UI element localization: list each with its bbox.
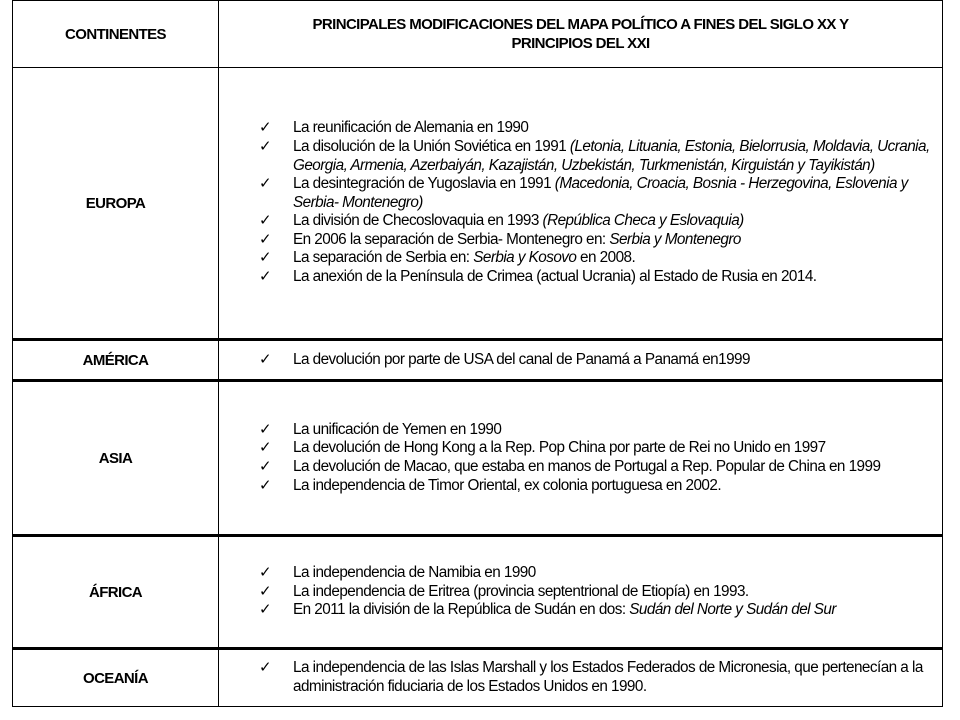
change-item [219,351,938,370]
change-item [219,659,938,696]
change-item [219,249,938,268]
change-item [219,212,938,231]
header-modifications-line2: PRINCIPIOS DEL XXI [511,35,650,52]
changes-cell-oceania [219,649,943,707]
change-item-detail: Serbia y Kosovo [473,249,577,267]
change-item-text: En 2011 la división de la República de Sudán en dos: [293,601,630,619]
check-icon: ✓ [259,420,272,438]
continent-europa: EUROPA [13,68,219,340]
changes-cell-asia [219,381,943,536]
change-item-text: La independencia de Namibia en 1990 [293,564,536,582]
row-america [13,340,943,381]
check-icon: ✓ [259,564,272,582]
change-item [219,458,938,477]
row-africa [13,536,943,649]
header-row [13,1,943,68]
change-item [219,439,938,458]
change-item [219,564,938,583]
continents-table [12,0,943,707]
change-item-text: La independencia de las Islas Marshall y los Estados Federados de Micronesia, que pertenecían a la administración fiduciaria de los Estados Unidos en 1990. [293,659,923,695]
check-icon: ✓ [259,249,272,267]
check-icon: ✓ [259,175,272,193]
change-item-text: La devolución de Macao, que estaba en manos de Portugal a Rep. Popular de China en 1999 [293,458,881,475]
change-item-text: La reunificación de Alemania en 1990 [293,119,529,137]
continent-oceania: OCEANÍA [13,649,219,707]
change-item-detail: Serbia y Montenegro [609,230,741,248]
check-icon: ✓ [259,230,272,248]
check-icon: ✓ [259,119,272,137]
change-item [219,119,938,138]
changes-cell-europa [219,68,943,340]
change-item [219,268,938,287]
changes-cell-africa [219,536,943,649]
check-icon: ✓ [259,601,272,619]
check-icon: ✓ [259,137,272,155]
check-icon: ✓ [259,350,272,368]
change-item [219,477,938,496]
changes-list-asia [219,419,942,497]
check-icon: ✓ [259,212,272,230]
change-item-text: La división de Checoslovaquia en 1993 [293,212,543,230]
change-item [219,175,938,212]
change-item-detail: (Macedonia, Croacia, Bosnia - Herzegovina, Eslovenia y Serbia- Montenegro) [293,175,908,211]
change-item-detail: Sudán del Norte y Sudán del Sur [629,601,836,619]
changes-list-africa [219,562,942,622]
check-icon: ✓ [259,458,272,475]
check-icon: ✓ [259,582,272,600]
row-oceania [13,649,943,707]
changes-list-europa [219,117,942,288]
change-item-text: en 2008. [576,249,636,267]
check-icon: ✓ [259,476,272,494]
continent-america: AMÉRICA [13,340,219,381]
change-item [219,138,938,175]
change-item-text: La anexión de la Península de Crimea (actual Ucrania) al Estado de Rusia en 2014. [293,268,817,286]
row-europa [13,68,943,340]
header-modifications-line1: PRINCIPALES MODIFICACIONES DEL MAPA POLÍTICO A FINES DEL SIGLO XX Y [312,16,849,33]
change-item [219,421,938,440]
check-icon: ✓ [259,268,272,286]
change-item-text: La independencia de Timor Oriental, ex colonia portuguesa en 2002. [293,476,722,494]
change-item-text: La independencia de Eritrea (provincia septentrional de Etiopía) en 1993. [293,582,749,600]
change-item-text: La desintegración de Yugoslavia en 1991 [293,175,555,193]
change-item-text: La devolución de Hong Kong a la Rep. Pop China por parte de Rei no Unido en 1997 [293,439,826,457]
changes-list-oceania [219,657,942,698]
change-item [219,231,938,250]
continent-asia: ASIA [13,381,219,536]
change-item-text: La unificación de Yemen en 1990 [293,420,502,438]
change-item-detail: (Letonia, Lituania, Estonia, Bielorrusia, Moldavia, Ucrania, Georgia, Armenia, Azerbaiyán, Kazajistán, Uzbekistán, Turkmenistán, Kirguistán y Tayikistán) [293,137,930,174]
continent-africa: ÁFRICA [13,536,219,649]
change-item-text: En 2006 la separación de Serbia- Montenegro en: [293,230,610,248]
change-item-text: La devolución por parte de USA del canal de Panamá a Panamá en1999 [293,350,750,368]
check-icon: ✓ [259,439,272,457]
header-continents: CONTINENTES [13,1,219,68]
change-item-detail: (República Checa y Eslovaquia) [542,212,744,230]
header-modifications [219,1,943,68]
check-icon: ✓ [259,659,272,677]
row-asia [13,381,943,536]
change-item [219,583,938,602]
changes-list-america [219,349,942,372]
change-item-text: La disolución de la Unión Soviética en 1991 [293,137,570,155]
change-item [219,601,938,620]
change-item-text: La separación de Serbia en: [293,249,474,267]
changes-cell-america [219,340,943,381]
